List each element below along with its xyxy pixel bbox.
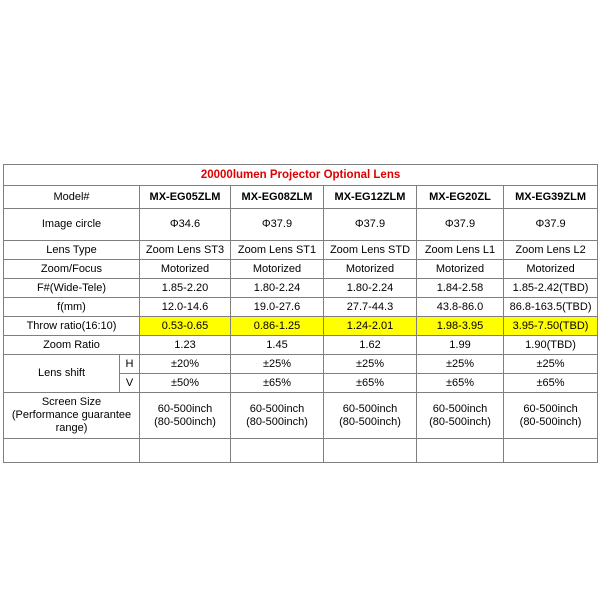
table-cell: 1.90(TBD) [504,336,598,355]
table-cell: 1.80-2.24 [324,279,417,298]
model-header: MX-EG05ZLM [140,186,231,209]
table-row [4,336,598,355]
table-cell: ±20% [140,355,231,374]
table-cell [504,393,598,439]
cell-line: (80-500inch) [339,415,401,428]
table-row [4,355,598,374]
table-cell: ±65% [504,374,598,393]
table-cell: 1.62 [324,336,417,355]
table-cell: ±25% [504,355,598,374]
table-cell: Φ37.9 [417,209,504,241]
table-cell: Zoom Lens L2 [504,241,598,260]
model-header: MX-EG20ZL [417,186,504,209]
table-row [4,279,598,298]
table-cell: ±50% [140,374,231,393]
table-cell: 1.23 [140,336,231,355]
cell-line: (80-500inch) [519,415,582,428]
row-label: Zoom/Focus [4,260,140,279]
highlighted-cell: 3.95-7.50(TBD) [504,317,598,336]
lens-spec-table [3,164,598,463]
table-cell: Φ37.9 [504,209,598,241]
table-cell: Φ37.9 [324,209,417,241]
label-line: Screen Size [41,396,102,408]
table-cell: 1.45 [231,336,324,355]
model-header: MX-EG39ZLM [504,186,598,209]
table-cell: Motorized [504,260,598,279]
table-cell: Φ34.6 [140,209,231,241]
table-cell: 27.7-44.3 [324,298,417,317]
table-cell: 1.80-2.24 [231,279,324,298]
row-label: Lens shift [4,355,120,393]
table-row [4,393,598,439]
table-cell: 1.85-2.20 [140,279,231,298]
sub-label: V [120,374,140,393]
highlighted-cell: 0.86-1.25 [231,317,324,336]
row-label: Throw ratio(16:10) [4,317,140,336]
table-cell: Φ37.9 [231,209,324,241]
row-label: Zoom Ratio [4,336,140,355]
highlighted-cell: 1.24-2.01 [324,317,417,336]
table-cell: 43.8-86.0 [417,298,504,317]
table-row [4,241,598,260]
table-cell [324,393,417,439]
table-cell: ±25% [324,355,417,374]
table-row [4,209,598,241]
cell-line: 60-500inch [249,402,305,415]
label-line: (Performance guarantee [11,409,132,421]
table-cell [140,393,231,439]
row-label: f(mm) [4,298,140,317]
label-line: range) [55,422,88,434]
model-header: MX-EG12ZLM [324,186,417,209]
table-cell: Zoom Lens STD [324,241,417,260]
table-cell: 12.0-14.6 [140,298,231,317]
row-label [4,393,140,439]
table-cell: Zoom Lens ST3 [140,241,231,260]
table-cell: ±25% [417,355,504,374]
table-cell: 19.0-27.6 [231,298,324,317]
table-cell: ±65% [324,374,417,393]
header-row [4,186,598,209]
cell-line: 60-500inch [523,402,578,415]
lens-spec-table-container [3,164,597,463]
table-cell: ±65% [417,374,504,393]
table-cell: Zoom Lens ST1 [231,241,324,260]
row-label: Image circle [4,209,140,241]
cell-line: 60-500inch [432,402,488,415]
table-title: 20000lumen Projector Optional Lens [4,165,598,186]
table-row [4,298,598,317]
table-row [4,260,598,279]
table-row [4,317,598,336]
cell-line: 60-500inch [342,402,398,415]
table-cell [417,393,504,439]
cell-line: (80-500inch) [154,415,216,428]
table-cell: Motorized [231,260,324,279]
table-cell: ±25% [231,355,324,374]
table-cell: Motorized [324,260,417,279]
table-cell: 1.99 [417,336,504,355]
empty-row [4,439,598,463]
row-label: F#(Wide-Tele) [4,279,140,298]
table-cell [231,393,324,439]
table-cell: 1.84-2.58 [417,279,504,298]
highlighted-cell: 1.98-3.95 [417,317,504,336]
row-label: Lens Type [4,241,140,260]
table-cell: 1.85-2.42(TBD) [504,279,598,298]
header-label: Model# [4,186,140,209]
table-cell: Motorized [417,260,504,279]
model-header: MX-EG08ZLM [231,186,324,209]
sub-label: H [120,355,140,374]
cell-line: (80-500inch) [429,415,491,428]
table-cell: ±65% [231,374,324,393]
cell-line: (80-500inch) [246,415,308,428]
table-cell: Zoom Lens L1 [417,241,504,260]
highlighted-cell: 0.53-0.65 [140,317,231,336]
table-cell: Motorized [140,260,231,279]
cell-line: 60-500inch [157,402,213,415]
table-cell: 86.8-163.5(TBD) [504,298,598,317]
